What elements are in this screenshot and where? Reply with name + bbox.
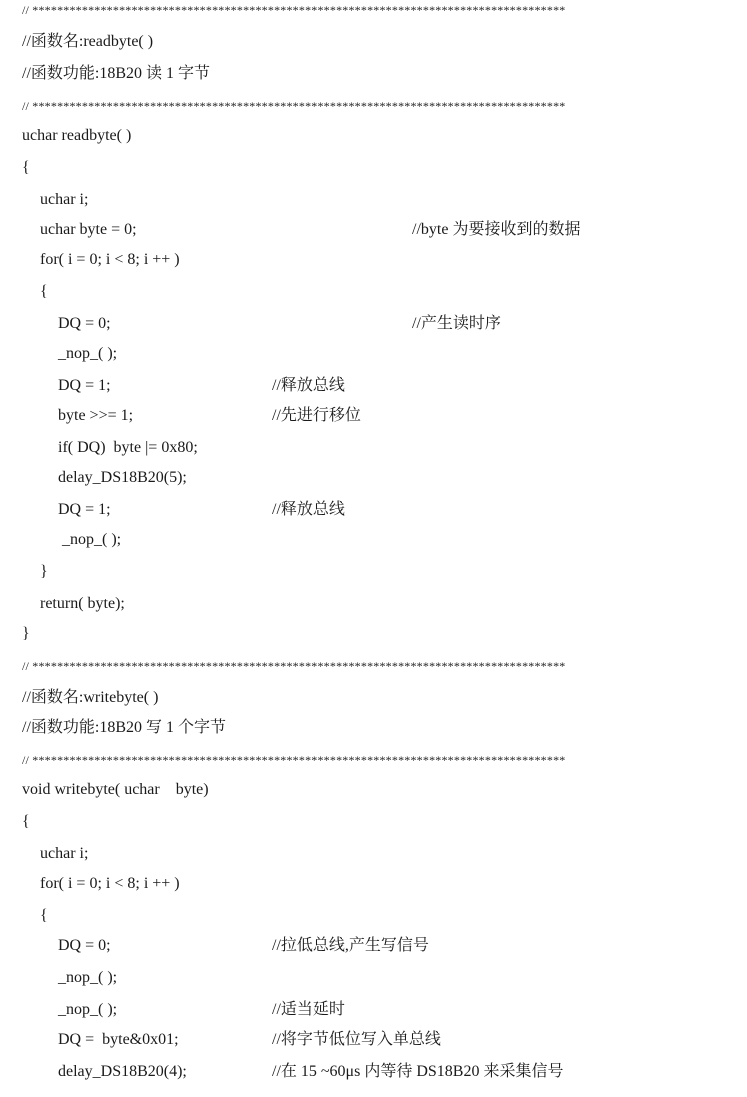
code-line: DQ = byte&0x01; bbox=[58, 1031, 179, 1048]
code-comment: //拉低总线,产生写信号 bbox=[272, 937, 429, 954]
code-line: if( DQ) byte |= 0x80; bbox=[58, 439, 198, 456]
code-line: _nop_( ); bbox=[58, 969, 118, 986]
open-brace: { bbox=[22, 159, 30, 176]
separator-line: // ************************************************************************************** bbox=[22, 99, 566, 113]
function-name-comment: //函数名:readbyte( ) bbox=[22, 33, 154, 50]
code-line: delay_DS18B20(5); bbox=[58, 469, 187, 486]
code-line: for( i = 0; i < 8; i ++ ) bbox=[40, 251, 180, 268]
code-line: _nop_( ); bbox=[62, 531, 122, 548]
code-comment: //byte 为要接收到的数据 bbox=[412, 221, 581, 238]
code-comment: //释放总线 bbox=[272, 501, 345, 518]
code-comment: //释放总线 bbox=[272, 377, 345, 394]
close-brace: } bbox=[22, 625, 30, 642]
code-line: uchar i; bbox=[40, 845, 89, 862]
code-comment: //适当延时 bbox=[272, 1001, 345, 1018]
code-line: DQ = 1; bbox=[58, 377, 111, 394]
code-line: return( byte); bbox=[40, 595, 125, 612]
code-comment: //先进行移位 bbox=[272, 407, 361, 424]
code-line: DQ = 0; bbox=[58, 937, 111, 954]
close-brace: } bbox=[40, 563, 48, 580]
code-comment: //将字节低位写入单总线 bbox=[272, 1031, 441, 1048]
open-brace: { bbox=[22, 813, 30, 830]
code-line: _nop_( ); bbox=[58, 1001, 118, 1018]
code-line: uchar i; bbox=[40, 191, 89, 208]
separator-line: // ************************************************************************************** bbox=[22, 659, 566, 673]
separator-line: // ************************************************************************************** bbox=[22, 753, 566, 767]
code-line: for( i = 0; i < 8; i ++ ) bbox=[40, 875, 180, 892]
code-line: _nop_( ); bbox=[58, 345, 118, 362]
separator-line: // ************************************************************************************** bbox=[22, 3, 566, 17]
function-desc-comment: //函数功能:18B20 写 1 个字节 bbox=[22, 719, 227, 736]
open-brace: { bbox=[40, 907, 48, 924]
code-line: DQ = 0; bbox=[58, 315, 111, 332]
function-signature: void writebyte( uchar byte) bbox=[22, 781, 209, 798]
code-comment: //产生读时序 bbox=[412, 315, 501, 332]
code-line: uchar byte = 0; bbox=[40, 221, 137, 238]
function-name-comment: //函数名:writebyte( ) bbox=[22, 689, 159, 706]
code-line: delay_DS18B20(4); bbox=[58, 1063, 187, 1080]
code-comment: //在 15 ~60μs 内等待 DS18B20 来采集信号 bbox=[272, 1063, 564, 1080]
function-desc-comment: //函数功能:18B20 读 1 字节 bbox=[22, 65, 211, 82]
code-line: DQ = 1; bbox=[58, 501, 111, 518]
function-signature: uchar readbyte( ) bbox=[22, 127, 132, 144]
code-line: byte >>= 1; bbox=[58, 407, 134, 424]
open-brace: { bbox=[40, 283, 48, 300]
